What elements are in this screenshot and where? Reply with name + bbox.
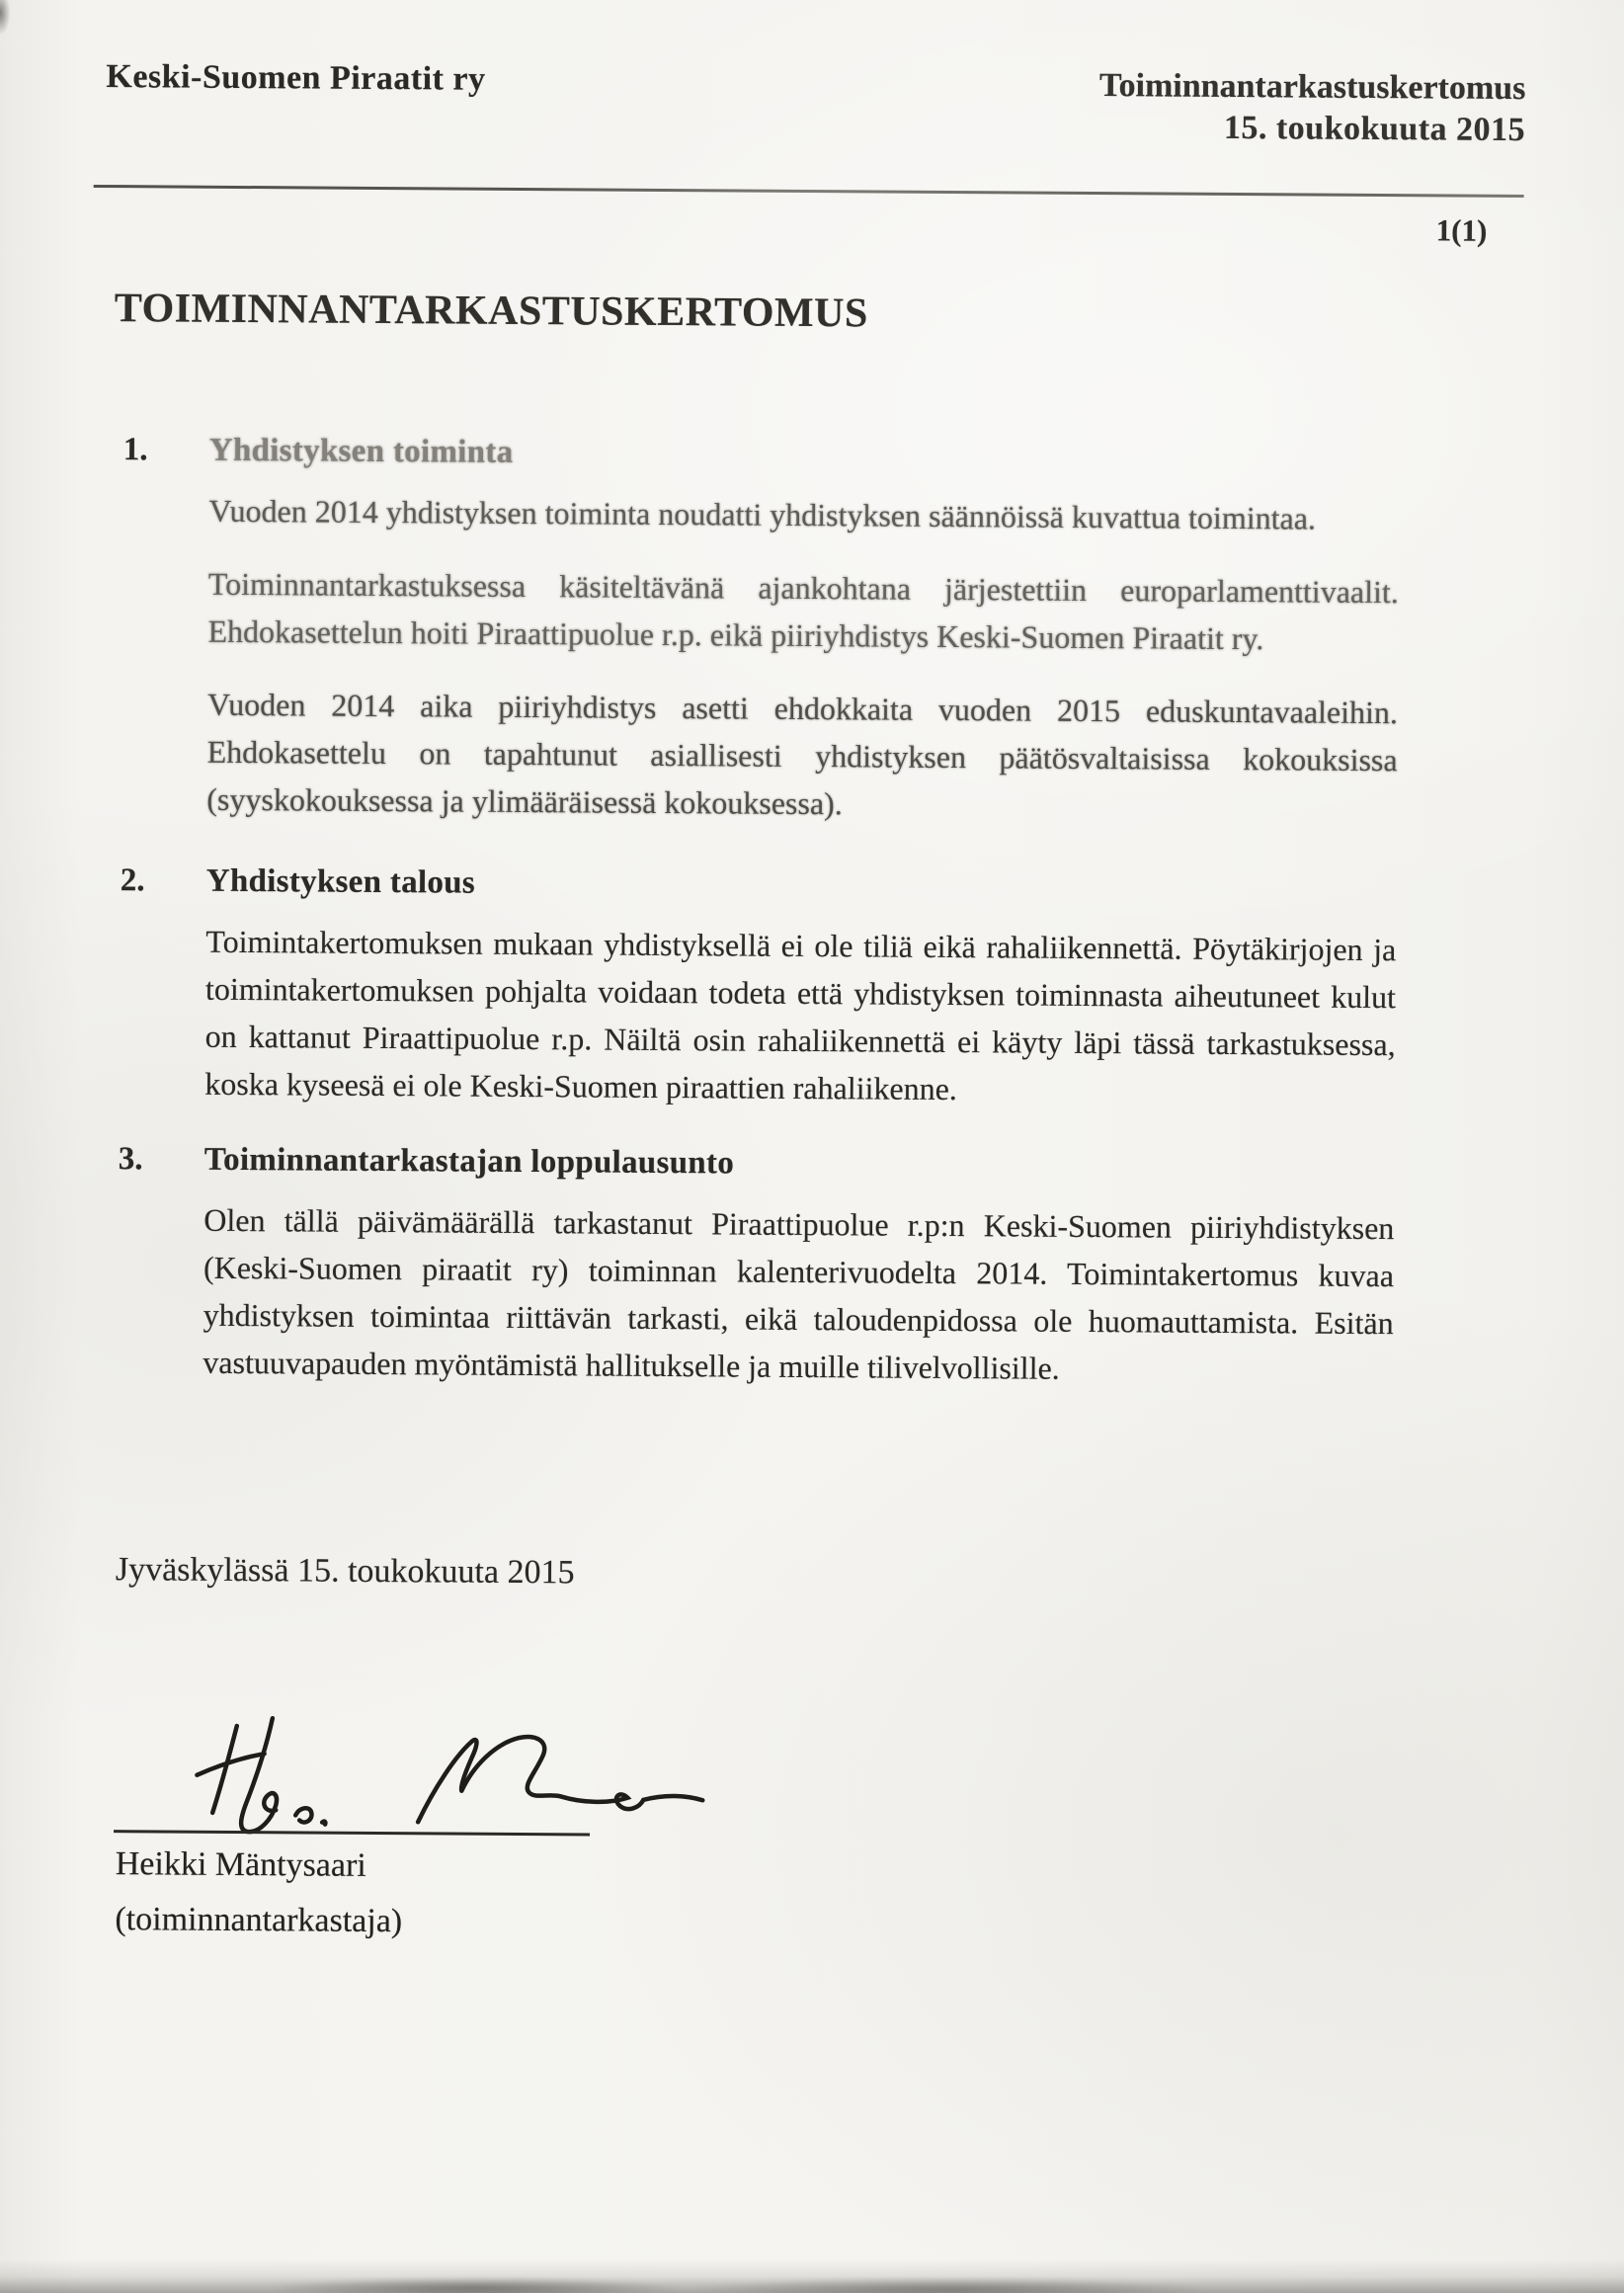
section-number: 1. bbox=[122, 432, 148, 468]
page-number: 1(1) bbox=[1435, 212, 1488, 248]
place-and-date-line: Jyväskylässä 15. toukokuuta 2015 bbox=[115, 1551, 575, 1592]
document-header bbox=[106, 58, 1526, 151]
paragraph: Olen tällä päivämäärällä tarkastanut Piraattipuolue r.p:n Keski-Suomen piiriyhdistyksen (Keski-Suomen piraatit ry) toiminnan kalenterivuodelta 2014. Toimintakertomus kuvaa yhdistyksen toimintaa riittävän tarkasti, eikä taloudenpidossa ole huomauttamista. Esitän vastuuvapauden myöntämistä hallitukselle ja muille tilivelvollisille. bbox=[203, 1201, 1395, 1386]
section-yhdistyksen-talous bbox=[103, 858, 1618, 1117]
paragraph: Vuoden 2014 yhdistyksen toiminta noudatti yhdistyksen säännöissä kuvattua toimintaa. bbox=[208, 492, 1317, 536]
scan-bottom-edge-artifact bbox=[0, 2259, 1624, 2293]
document-date: 15. toukokuuta 2015 bbox=[1223, 109, 1526, 149]
document-meta bbox=[1099, 65, 1526, 151]
section-number: 2. bbox=[120, 862, 145, 899]
handwritten-signature-image bbox=[185, 1692, 719, 1854]
section-body bbox=[206, 473, 1399, 831]
organization-name: Keski-Suomen Piraatit ry bbox=[106, 58, 486, 98]
paragraph: Vuoden 2014 aika piiriyhdistys asetti ehdokkaita vuoden 2015 eduskuntavaaleihin. Ehdokasettelu on tapahtunut asiallisesti yhdistyksen päätösvaltaisissa kokouksissa (syyskokouksessa ja ylimääräisessä kokouksessa). bbox=[206, 686, 1399, 822]
section-heading: Yhdistyksen talous bbox=[205, 862, 476, 901]
document-type: Toiminnantarkastuskertomus bbox=[1098, 67, 1526, 108]
section-number: 3. bbox=[118, 1141, 143, 1178]
section-loppulausunto bbox=[101, 1136, 1616, 1396]
section-body bbox=[203, 1183, 1394, 1394]
signature-block bbox=[114, 1691, 747, 1940]
section-heading: Yhdistyksen toiminta bbox=[208, 432, 514, 470]
signer-role: (toiminnantarkastaja) bbox=[115, 1901, 403, 1940]
paragraph: Toiminnantarkastuksessa käsiteltävänä ajankohtana järjestettiin europarlamenttivaalit. Ehdokasettelun hoiti Piraattipuolue r.p. eikä piiriyhdistys Keski-Suomen Piraatit ry. bbox=[207, 565, 1399, 657]
section-body bbox=[204, 904, 1396, 1115]
section-heading: Toiminnantarkastajan loppulausunto bbox=[203, 1141, 735, 1182]
header-divider-line bbox=[94, 185, 1524, 198]
paragraph: Toimintakertomuksen mukaan yhdistyksellä ei ole tiliä eikä rahaliikennettä. Pöytäkirjojen ja toimintakertomuksen pohjalta voidaan todeta että yhdistyksen toiminnasta aiheutuneet kulut on kattanut Piraattipuolue r.p. Näiltä osin rahaliikennettä ei käyty läpi tässä tarkastuksessa, koska kyseesä ei ole Keski-Suomen piraattien rahaliikenne. bbox=[204, 923, 1397, 1107]
signer-name: Heikki Mäntysaari bbox=[115, 1845, 366, 1884]
section-yhdistyksen-toiminta bbox=[105, 427, 1621, 833]
document-title: TOIMINNANTARKASTUSKERTOMUS bbox=[114, 286, 868, 337]
